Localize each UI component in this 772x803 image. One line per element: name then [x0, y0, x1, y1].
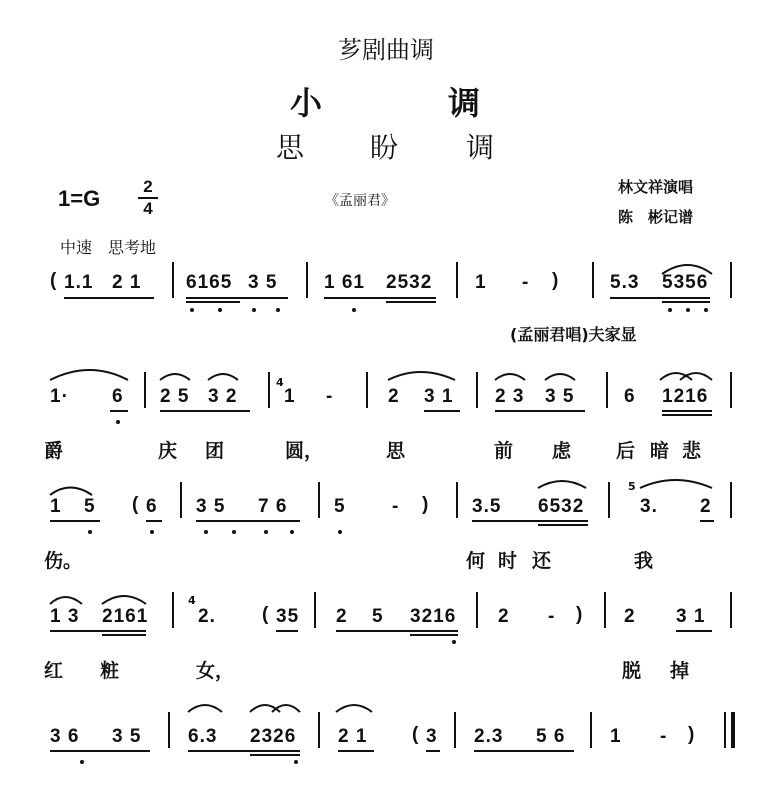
line-1-paren-open: (	[50, 270, 58, 291]
line-2-note-2: 6	[112, 386, 124, 407]
line-3-note-8: 6532	[538, 496, 585, 517]
line-3-note-6: 5	[334, 496, 346, 517]
line-5-note-8: 5 6	[536, 726, 566, 747]
line-5-note-2: 3 5	[112, 726, 142, 747]
underline	[386, 301, 436, 303]
series-title: 芗剧曲调	[338, 36, 434, 64]
underline	[662, 301, 710, 303]
line-2-note-6: 2	[388, 386, 400, 407]
line-4-lyric-1: 红	[44, 660, 64, 682]
line-1-note-2: 2 1	[112, 272, 142, 293]
barline	[172, 262, 174, 298]
line-3-note-3: 6	[146, 496, 158, 517]
underline	[110, 410, 128, 412]
line-5-note-6: 3	[426, 726, 438, 747]
line-3-note-2: 5	[84, 496, 96, 517]
line-4-note-1: 1 3	[50, 606, 80, 627]
subtitle-char-1: 思	[276, 131, 305, 164]
low-octave-dot	[452, 640, 456, 644]
underline	[472, 520, 588, 522]
line-5-note-9: 1	[610, 726, 622, 747]
transcriber-credit: 陈 彬记谱	[618, 208, 694, 226]
underline	[50, 520, 100, 522]
barline	[366, 372, 368, 408]
line-4-time-change: 4	[188, 594, 196, 607]
underline	[250, 754, 300, 756]
line-2-note-7: 3 1	[424, 386, 454, 407]
line-3-lyric-4: 还	[532, 550, 552, 572]
line-3-note-1: 1	[50, 496, 62, 517]
line-4-paren-open: (	[262, 604, 270, 625]
line-1-note-9: 5356	[662, 272, 709, 293]
low-octave-dot	[338, 530, 342, 534]
barline	[318, 482, 320, 518]
line-2-note-5: 1	[284, 386, 296, 407]
underline	[426, 750, 440, 752]
line-2-lyric-1: 爵	[44, 440, 64, 462]
line-2-note-10: 6	[624, 386, 636, 407]
line-2-lyric-8: 后	[616, 440, 636, 462]
role-name: 《孟丽君》	[325, 193, 395, 209]
line-2-dash: -	[326, 386, 334, 407]
barline	[306, 262, 308, 298]
low-octave-dot	[704, 308, 708, 312]
line-2-lyric-7: 虑	[552, 440, 572, 462]
low-octave-dot	[80, 760, 84, 764]
line-1-lyric: (孟丽君唱)夫家显	[510, 325, 637, 344]
line-4-dash: -	[548, 606, 556, 627]
low-octave-dot	[88, 530, 92, 534]
line-3-lyric-1: 伤。	[44, 550, 83, 572]
line-4-note-5: 2	[336, 606, 348, 627]
subtitle-char-3: 调	[466, 131, 495, 164]
barline	[318, 712, 320, 748]
main-title-char-1: 小	[290, 84, 323, 122]
line-2-note-1: 1·	[50, 386, 69, 407]
main-title-char-2: 调	[448, 84, 481, 122]
line-4-paren-close: )	[576, 604, 584, 625]
line-1-dash: -	[522, 272, 530, 293]
barline	[314, 592, 316, 628]
line-3-lyric-3: 时	[498, 550, 518, 572]
line-5-note-4: 2326	[250, 726, 297, 747]
line-1-paren-close: )	[552, 270, 560, 291]
barline	[476, 592, 478, 628]
time-signature-top: 2	[143, 177, 153, 196]
underline	[424, 410, 460, 412]
underline	[662, 414, 712, 416]
tempo-marking: 中速 思考地	[60, 238, 157, 257]
barline	[456, 482, 458, 518]
line-3-note-7: 3.5	[472, 496, 502, 517]
low-octave-dot	[204, 530, 208, 534]
line-3-lyric-5: 我	[634, 550, 654, 572]
line-3-note-10: 2	[700, 496, 712, 517]
barline	[456, 262, 458, 298]
underline	[338, 750, 374, 752]
line-2-lyric-3: 团	[205, 440, 225, 462]
singer-credit: 林文祥演唱	[618, 178, 694, 196]
underline	[146, 520, 162, 522]
underline	[186, 297, 288, 299]
line-3-note-5: 7 6	[258, 496, 288, 517]
barline	[168, 712, 170, 748]
line-4-note-2: 2161	[102, 606, 149, 627]
barline	[604, 592, 606, 628]
underline	[64, 297, 154, 299]
final-barline-thick	[731, 712, 735, 748]
line-2-time-change: 4	[276, 376, 284, 389]
low-octave-dot	[294, 760, 298, 764]
underline	[188, 750, 300, 752]
line-5-paren-close: )	[688, 724, 696, 745]
underline	[276, 630, 298, 632]
low-octave-dot	[686, 308, 690, 312]
line-2-lyric-9: 暗	[650, 440, 670, 462]
low-octave-dot	[190, 308, 194, 312]
line-2-note-9: 3 5	[545, 386, 575, 407]
underline	[495, 410, 585, 412]
underline	[160, 410, 250, 412]
line-4-note-9: 2	[624, 606, 636, 627]
final-barline-thin	[724, 712, 726, 748]
line-5-paren-open: (	[412, 724, 420, 745]
underline	[662, 410, 712, 412]
barline	[592, 262, 594, 298]
underline	[676, 630, 712, 632]
time-signature-bottom: 4	[143, 199, 153, 218]
line-4-lyric-5: 掉	[670, 660, 690, 682]
barline	[606, 372, 608, 408]
line-2-note-11: 1216	[662, 386, 709, 407]
underline	[538, 524, 588, 526]
underline	[474, 750, 574, 752]
low-octave-dot	[668, 308, 672, 312]
line-4-lyric-2: 粧	[100, 660, 120, 682]
underline	[324, 297, 436, 299]
underline	[102, 634, 146, 636]
line-4-note-8: 2	[498, 606, 510, 627]
low-octave-dot	[252, 308, 256, 312]
underline	[610, 297, 710, 299]
line-5-note-1: 3 6	[50, 726, 80, 747]
barline	[180, 482, 182, 518]
line-2-note-8: 2 3	[495, 386, 525, 407]
barline	[730, 372, 732, 408]
barline	[730, 262, 732, 298]
line-2-note-3: 2 5	[160, 386, 190, 407]
line-2-note-4: 3 2	[208, 386, 238, 407]
line-2-lyric-2: 庆	[158, 440, 178, 462]
line-1-note-4: 3 5	[248, 272, 278, 293]
low-octave-dot	[218, 308, 222, 312]
line-3-note-9: 3.	[640, 496, 658, 517]
line-3-note-4: 3 5	[196, 496, 226, 517]
line-4-note-4: 35	[276, 606, 300, 627]
line-2-lyric-6: 前	[494, 440, 514, 462]
line-5-note-3: 6.3	[188, 726, 218, 747]
line-3-lyric-2: 何	[466, 550, 486, 572]
line-3-grace-note: 5	[628, 480, 636, 493]
line-1-note-3: 6165	[186, 272, 233, 293]
barline	[476, 372, 478, 408]
line-5-note-7: 2.3	[474, 726, 504, 747]
low-octave-dot	[116, 420, 120, 424]
barline	[172, 592, 174, 628]
low-octave-dot	[290, 530, 294, 534]
low-octave-dot	[276, 308, 280, 312]
underline	[410, 634, 458, 636]
line-4-lyric-4: 脱	[622, 660, 642, 682]
low-octave-dot	[352, 308, 356, 312]
low-octave-dot	[232, 530, 236, 534]
line-4-note-7: 3216	[410, 606, 457, 627]
line-1-note-7: 1	[475, 272, 487, 293]
underline	[50, 750, 150, 752]
low-octave-dot	[150, 530, 154, 534]
line-4-lyric-3: 女，	[196, 660, 235, 682]
line-3-dash: -	[392, 496, 400, 517]
key-signature: 1=G	[58, 186, 101, 211]
subtitle-char-2: 盼	[370, 131, 399, 164]
line-2-lyric-10: 悲	[682, 440, 702, 462]
line-1-note-1: 1.1	[64, 272, 94, 293]
line-1-note-5: 1 61	[324, 272, 365, 293]
line-2-lyric-5: 思	[386, 440, 406, 462]
underline	[700, 520, 714, 522]
line-3-paren-open: (	[132, 494, 140, 515]
line-2-lyric-4: 圆，	[285, 440, 324, 462]
underline	[336, 630, 458, 632]
low-octave-dot	[264, 530, 268, 534]
line-4-note-10: 3 1	[676, 606, 706, 627]
barline	[268, 372, 270, 408]
barline	[608, 482, 610, 518]
barline	[730, 592, 732, 628]
line-4-note-3: 2.	[198, 606, 216, 627]
line-5-dash: -	[660, 726, 668, 747]
underline	[196, 520, 300, 522]
barline	[144, 372, 146, 408]
line-1-note-6: 2532	[386, 272, 433, 293]
barline	[454, 712, 456, 748]
barline	[590, 712, 592, 748]
underline	[50, 630, 146, 632]
line-5-note-5: 2 1	[338, 726, 368, 747]
line-3-paren-close: )	[422, 494, 430, 515]
line-4-note-6: 5	[372, 606, 384, 627]
line-1-note-8: 5.3	[610, 272, 640, 293]
barline	[730, 482, 732, 518]
underline	[186, 301, 240, 303]
